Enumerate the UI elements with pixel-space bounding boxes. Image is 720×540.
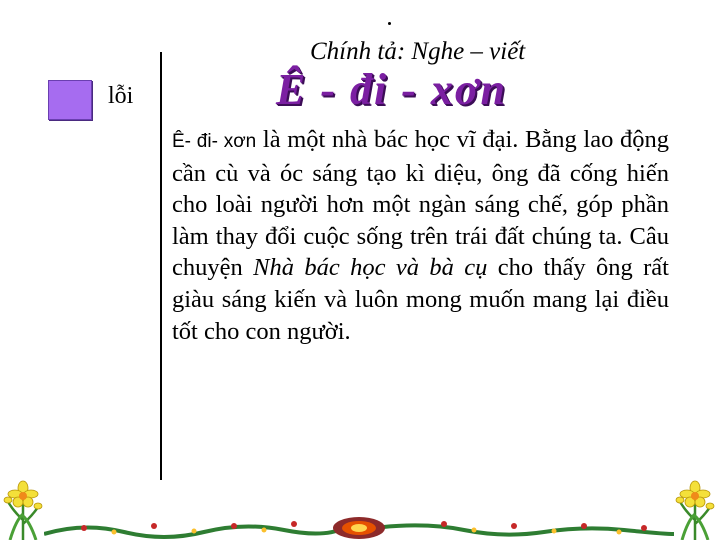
page-title: Ê - đi - xơn xyxy=(276,65,507,114)
dot-mark xyxy=(388,22,391,25)
story-title: Nhà bác học và bà cụ xyxy=(253,254,488,282)
passage-lead: Ê- đi- xơn xyxy=(172,131,257,152)
vertical-divider xyxy=(160,52,162,480)
daffodil-right-icon xyxy=(674,480,716,540)
passage-body-1: là một nhà bác học vĩ đại. Bằng lao động cần cù và óc sáng tạo kì diệu, ông đã cống hiến cho loài người hơn một ngàn sáng chế, góp phần làm thay đổi cuộc sống trên trái đất chúng ta. Câu chuyện xyxy=(172,126,669,282)
passage-text xyxy=(172,124,669,347)
page-subtitle: Chính tả: Nghe – viết xyxy=(310,38,526,65)
side-label: lỗi xyxy=(108,83,134,109)
purple-square-icon[interactable] xyxy=(48,80,92,120)
passage-body-2: cho thấy ông rất giàu sáng kiến và luôn mong muốn mang lại điều tốt cho con người. xyxy=(172,254,669,345)
floral-border xyxy=(44,514,674,540)
daffodil-left-icon xyxy=(2,480,44,540)
